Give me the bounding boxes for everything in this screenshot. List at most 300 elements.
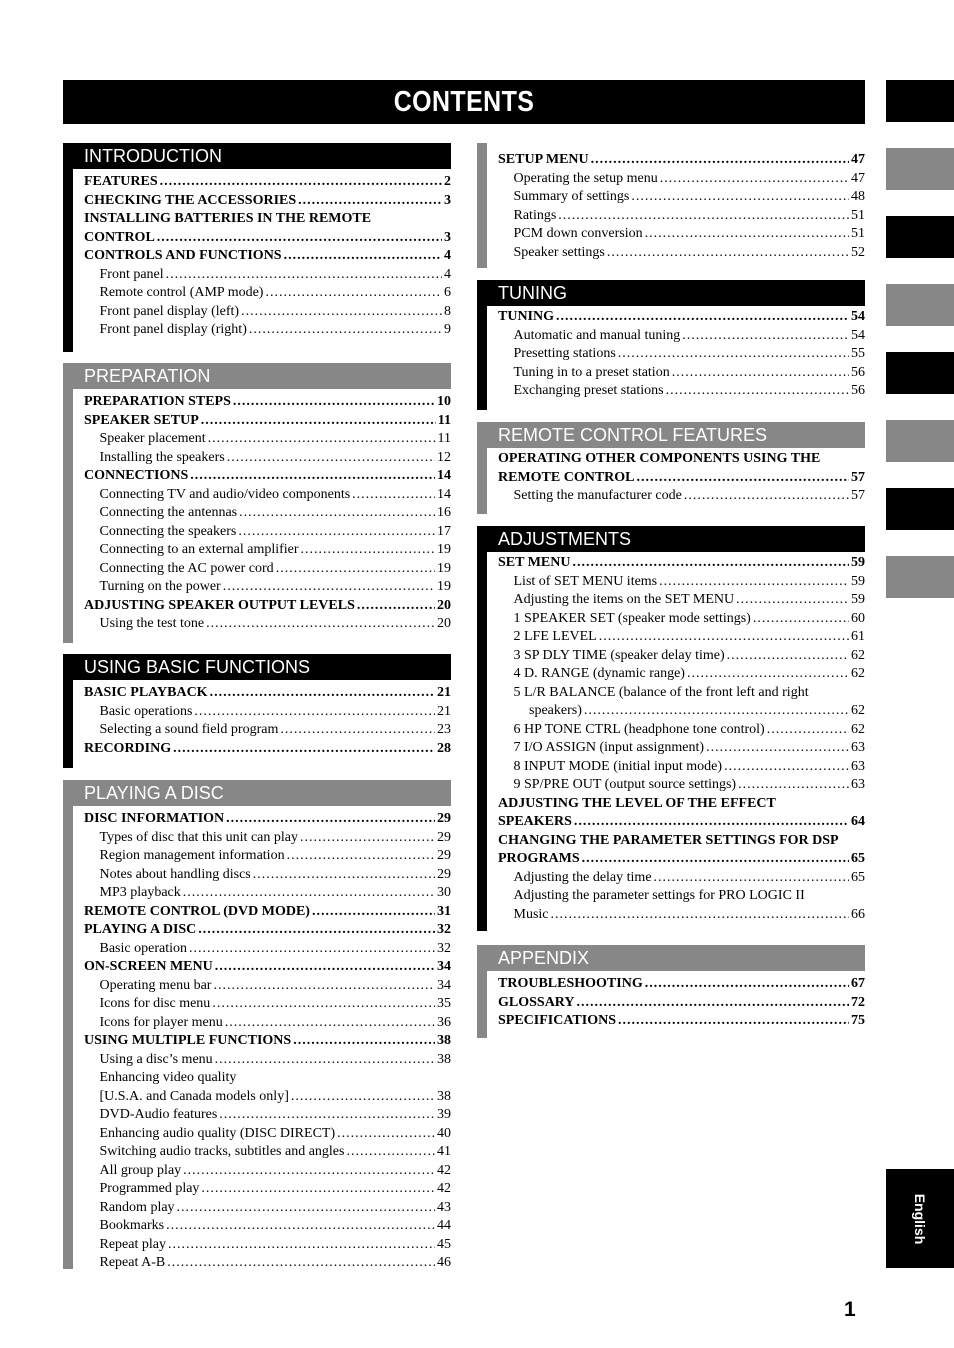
- section-heading-bar: [477, 945, 865, 971]
- toc-entry-page: 59: [851, 573, 865, 589]
- dot-leader: [666, 382, 849, 401]
- toc-entry-page: 19: [437, 579, 451, 594]
- toc-entry-page: 19: [437, 542, 451, 557]
- dot-leader: [727, 647, 849, 666]
- toc-entry-page: 9: [444, 322, 451, 337]
- toc-entry-page: 46: [437, 1255, 451, 1270]
- toc-entry[interactable]: [84, 866, 451, 885]
- dot-leader: [637, 469, 849, 488]
- dot-leader: [660, 170, 849, 189]
- toc-entry-page: 3: [444, 229, 451, 245]
- toc-entry[interactable]: [498, 151, 865, 170]
- toc-entry-title: Using the test tone: [99, 616, 205, 631]
- section-heading: REMOTE CONTROL FEATURES: [498, 425, 768, 445]
- toc-entry-title: ADJUSTING SPEAKER OUTPUT LEVELS: [84, 597, 355, 613]
- toc-entry-page: 59: [851, 592, 865, 607]
- toc-entry-page: 35: [437, 996, 451, 1011]
- toc-entry-title: 1 SPEAKER SET (speaker mode settings): [513, 610, 751, 626]
- toc-entry-title: REMOTE CONTROL (DVD MODE): [84, 903, 310, 919]
- toc-entry-title: 2 LFE LEVEL: [513, 629, 597, 644]
- toc-entry-page: 47: [851, 152, 865, 167]
- toc-entry[interactable]: [498, 850, 865, 869]
- toc-entry-title: ADJUSTING THE LEVEL OF THE EFFECT: [498, 795, 776, 811]
- dot-leader: [189, 940, 435, 959]
- toc-entry[interactable]: [498, 364, 865, 383]
- toc-entry[interactable]: [498, 887, 865, 906]
- toc-entry[interactable]: [84, 1106, 451, 1125]
- dot-leader: [738, 776, 849, 795]
- toc-entry[interactable]: [498, 647, 865, 666]
- toc-entry-title: MP3 playback: [99, 885, 181, 900]
- dot-leader: [157, 229, 442, 248]
- toc-entry-page: 63: [851, 777, 865, 792]
- toc-list: [84, 173, 451, 340]
- toc-entry[interactable]: [498, 207, 865, 226]
- toc-entry-title: PCM down conversion: [513, 226, 643, 241]
- toc-entry[interactable]: [498, 813, 865, 832]
- toc-entry[interactable]: [498, 610, 865, 629]
- toc-entry-title: BASIC PLAYBACK: [84, 685, 208, 700]
- toc-entry[interactable]: [498, 994, 865, 1013]
- toc-entry-title: TUNING: [498, 309, 555, 324]
- toc-entry[interactable]: [498, 721, 865, 740]
- toc-entry-page: 38: [437, 1051, 451, 1067]
- toc-entry[interactable]: [84, 921, 451, 940]
- toc-entry[interactable]: [84, 449, 451, 468]
- toc-entry-title: Automatic and manual tuning: [513, 327, 681, 343]
- toc-entry-page: 72: [851, 994, 865, 1010]
- toc-entry[interactable]: [498, 188, 865, 207]
- toc-entry-title: DISC INFORMATION: [84, 811, 225, 826]
- dot-leader: [291, 1088, 435, 1107]
- dot-leader: [227, 449, 435, 468]
- dot-leader: [736, 591, 849, 610]
- toc-entry[interactable]: [84, 412, 451, 431]
- section-heading: ADJUSTMENTS: [498, 529, 632, 549]
- dot-leader: [293, 1032, 435, 1051]
- dot-leader: [225, 1014, 435, 1033]
- toc-entry[interactable]: [84, 1032, 451, 1051]
- dot-leader: [213, 977, 435, 996]
- toc-entry-title: SPEAKERS: [498, 814, 572, 829]
- dot-leader: [166, 1217, 435, 1236]
- toc-entry[interactable]: [498, 554, 865, 573]
- toc-entry-page: 56: [851, 364, 865, 380]
- dot-leader: [618, 345, 849, 364]
- toc-entry-page: 39: [437, 1107, 451, 1122]
- toc-entry-page: 59: [851, 555, 865, 570]
- toc-entry-title: USING MULTIPLE FUNCTIONS: [84, 1033, 292, 1048]
- toc-entry[interactable]: [84, 284, 451, 303]
- toc-entry-title: Connecting the AC power cord: [99, 560, 274, 576]
- section-heading-bar: [63, 780, 451, 806]
- toc-entry[interactable]: [84, 266, 451, 285]
- toc-entry-page: 51: [851, 207, 865, 223]
- toc-entry[interactable]: [498, 758, 865, 777]
- index-tab-8[interactable]: [886, 556, 954, 598]
- toc-entry[interactable]: [498, 450, 865, 469]
- dot-leader: [233, 393, 435, 412]
- toc-entry-page: 29: [437, 811, 451, 826]
- toc-entry[interactable]: [498, 776, 865, 795]
- toc-entry[interactable]: [84, 1143, 451, 1162]
- language-tab[interactable]: [886, 1169, 954, 1268]
- section-heading: TUNING: [498, 283, 567, 303]
- toc-entry[interactable]: [84, 615, 451, 634]
- page-title: CONTENTS: [393, 86, 535, 118]
- toc-entry-page: 62: [851, 703, 865, 718]
- toc-entry-page: 64: [851, 814, 865, 829]
- toc-entry[interactable]: [498, 665, 865, 684]
- section-setup: [477, 143, 865, 268]
- toc-entry-page: 52: [851, 244, 865, 260]
- index-tab-6[interactable]: [886, 420, 954, 462]
- toc-entry-page: 40: [437, 1125, 451, 1141]
- toc-entry[interactable]: [498, 684, 865, 703]
- toc-entry[interactable]: [84, 940, 451, 959]
- toc-entry-page: 65: [851, 851, 865, 866]
- section-heading: APPENDIX: [498, 948, 590, 968]
- toc-list: [84, 810, 451, 1273]
- toc-entry[interactable]: [84, 1125, 451, 1144]
- toc-entry[interactable]: [84, 523, 451, 542]
- toc-entry-page: 42: [437, 1162, 451, 1178]
- toc-entry-page: 4: [444, 248, 451, 263]
- toc-entry-page: 34: [437, 959, 451, 974]
- toc-entry-title: Adjusting the parameter settings for PRO LOGIC II: [513, 888, 805, 903]
- dot-leader: [208, 430, 436, 449]
- toc-entry-title: Presetting stations: [513, 346, 616, 361]
- section-bar: [477, 143, 487, 268]
- dot-leader: [591, 151, 849, 170]
- toc-entry[interactable]: [84, 303, 451, 322]
- toc-entry-title: Adjusting the items on the SET MENU: [513, 592, 735, 607]
- toc-entry-title: Repeat A-B: [99, 1255, 166, 1270]
- dot-leader: [241, 303, 442, 322]
- dot-leader: [753, 610, 849, 629]
- section-appendix: [477, 945, 865, 1038]
- page-number: 1: [844, 1298, 856, 1321]
- dot-leader: [645, 975, 849, 994]
- index-tab-1[interactable]: [886, 80, 954, 122]
- toc-entry[interactable]: [84, 467, 451, 486]
- toc-entry-page: 63: [851, 740, 865, 755]
- dot-leader: [201, 1180, 435, 1199]
- toc-entry-page: 16: [437, 505, 451, 520]
- toc-entry-page: 51: [851, 226, 865, 241]
- dot-leader: [173, 740, 435, 759]
- index-tab-7[interactable]: [886, 488, 954, 530]
- toc-entry[interactable]: [84, 247, 451, 266]
- section-bar: [477, 526, 487, 931]
- toc-entry[interactable]: [84, 1051, 451, 1070]
- toc-entry[interactable]: [84, 430, 451, 449]
- toc-entry-title: Summary of settings: [513, 189, 630, 204]
- toc-entry-title: Front panel display (right): [99, 322, 247, 337]
- toc-entry[interactable]: [84, 829, 451, 848]
- toc-entry-title: Selecting a sound field program: [99, 722, 279, 737]
- section-bar: [63, 363, 73, 643]
- dot-leader: [682, 327, 849, 346]
- toc-entry[interactable]: [84, 684, 451, 703]
- toc-entry-page: 14: [437, 468, 451, 483]
- toc-entry-page: 12: [437, 449, 451, 465]
- toc-entry-title: Operating menu bar: [99, 977, 212, 993]
- dot-leader: [607, 244, 849, 263]
- toc-entry[interactable]: [84, 740, 451, 759]
- toc-entry-page: 32: [437, 922, 451, 937]
- dot-leader: [210, 684, 435, 703]
- toc-entry-title: Front panel: [99, 266, 164, 282]
- dot-leader: [160, 173, 442, 192]
- toc-list: [498, 554, 865, 924]
- section-introduction: [63, 143, 451, 352]
- dot-leader: [300, 829, 435, 848]
- toc-entry-page: 63: [851, 758, 865, 774]
- toc-entry[interactable]: [498, 487, 865, 506]
- toc-entry-title: 9 SP/PRE OUT (output source settings): [513, 777, 737, 792]
- toc-entry-title: REMOTE CONTROL: [498, 469, 635, 485]
- toc-entry-title: SPECIFICATIONS: [498, 1013, 616, 1028]
- toc-entry-page: 54: [851, 309, 865, 324]
- toc-entry[interactable]: [498, 345, 865, 364]
- toc-entry-page: 62: [851, 647, 865, 663]
- toc-entry[interactable]: [84, 847, 451, 866]
- toc-entry-title: Connecting the antennas: [99, 505, 238, 520]
- toc-list: [498, 975, 865, 1031]
- toc-entry-title: CONNECTIONS: [84, 468, 189, 483]
- index-tab-3[interactable]: [886, 216, 954, 258]
- section-heading-bar: [63, 363, 451, 389]
- toc-entry[interactable]: [84, 1217, 451, 1236]
- toc-entry-title: Icons for disc menu: [99, 996, 211, 1011]
- toc-entry-title: Setting the manufacturer code: [513, 488, 682, 503]
- toc-entry[interactable]: [498, 975, 865, 994]
- dot-leader: [584, 702, 849, 721]
- toc-entry[interactable]: [84, 903, 451, 922]
- toc-entry[interactable]: [84, 173, 451, 192]
- toc-entry-title: CONTROL: [84, 229, 155, 245]
- toc-entry[interactable]: [84, 995, 451, 1014]
- section-heading: USING BASIC FUNCTIONS: [84, 657, 311, 677]
- toc-entry[interactable]: [498, 382, 865, 401]
- toc-entry[interactable]: [84, 721, 451, 740]
- toc-entry-title: SPEAKER SETUP: [84, 412, 199, 428]
- toc-entry-title: Region management information: [99, 848, 285, 863]
- index-tab-4[interactable]: [886, 284, 954, 326]
- toc-entry-title: PLAYING A DISC: [84, 922, 197, 937]
- toc-entry-page: 3: [444, 192, 451, 208]
- toc-entry-title: Turning on the power: [99, 579, 221, 594]
- toc-entry-title: Front panel display (left): [99, 303, 240, 319]
- toc-entry[interactable]: [498, 832, 865, 851]
- toc-entry[interactable]: [498, 573, 865, 592]
- dot-leader: [168, 1236, 435, 1255]
- toc-entry[interactable]: [498, 1012, 865, 1031]
- dot-leader: [654, 869, 849, 888]
- index-tab-2[interactable]: [886, 148, 954, 190]
- toc-entry[interactable]: [84, 597, 451, 616]
- toc-entry-page: 19: [437, 560, 451, 576]
- dot-leader: [206, 615, 435, 634]
- dot-leader: [357, 597, 435, 616]
- toc-entry-page: 54: [851, 327, 865, 343]
- toc-entry-title: CHANGING THE PARAMETER SETTINGS FOR DSP: [498, 832, 839, 848]
- section-bar: [63, 143, 73, 352]
- toc-entry-title: Icons for player menu: [99, 1014, 223, 1030]
- toc-entry-title: FEATURES: [84, 174, 158, 189]
- toc-entry-page: 45: [437, 1236, 451, 1252]
- toc-entry-title: Switching audio tracks, subtitles and angles: [99, 1144, 345, 1159]
- toc-entry-title: Adjusting the delay time: [513, 869, 652, 885]
- toc-entry[interactable]: [84, 1236, 451, 1255]
- section-heading-bar: [477, 280, 865, 306]
- toc-entry-page: 29: [437, 866, 451, 882]
- toc-entry-title: Exchanging preset stations: [513, 383, 664, 398]
- toc-entry[interactable]: [84, 321, 451, 340]
- toc-entry[interactable]: [84, 703, 451, 722]
- toc-entry-title: OPERATING OTHER COMPONENTS USING THE: [498, 451, 821, 466]
- dot-leader: [183, 1162, 435, 1181]
- dot-leader: [551, 906, 850, 925]
- toc-entry[interactable]: [84, 1088, 451, 1107]
- toc-entry-page: 43: [437, 1199, 451, 1215]
- toc-entry-title: 8 INPUT MODE (initial input mode): [513, 758, 723, 774]
- toc-entry-title: Enhancing video quality: [99, 1070, 237, 1085]
- dot-leader: [280, 721, 435, 740]
- toc-entry-title: Remote control (AMP mode): [99, 285, 264, 300]
- toc-entry-page: 65: [851, 869, 865, 885]
- toc-entry[interactable]: [498, 795, 865, 814]
- toc-entry[interactable]: [498, 225, 865, 244]
- toc-entry[interactable]: [84, 541, 451, 560]
- dot-leader: [574, 813, 849, 832]
- toc-entry[interactable]: [84, 1162, 451, 1181]
- toc-entry-page: 2: [444, 174, 451, 189]
- toc-list: [498, 450, 865, 506]
- toc-entry-title: Basic operation: [99, 940, 187, 956]
- toc-entry[interactable]: [84, 1180, 451, 1199]
- toc-entry-page: 42: [437, 1181, 451, 1196]
- dot-leader: [223, 578, 435, 597]
- dot-leader: [284, 247, 442, 266]
- toc-entry[interactable]: [84, 560, 451, 579]
- toc-entry[interactable]: [84, 1254, 451, 1273]
- toc-entry[interactable]: [84, 210, 451, 229]
- toc-entry-title: Using a disc’s menu: [99, 1051, 213, 1067]
- toc-entry[interactable]: [498, 702, 865, 721]
- toc-entry[interactable]: [84, 192, 451, 211]
- toc-entry-title: [U.S.A. and Canada models only]: [99, 1088, 289, 1104]
- toc-entry-page: 29: [437, 829, 451, 845]
- section-heading: PREPARATION: [84, 366, 211, 386]
- contents-title-bar: [63, 80, 865, 124]
- toc-entry-title: 4 D. RANGE (dynamic range): [513, 666, 685, 681]
- toc-entry[interactable]: [498, 170, 865, 189]
- index-tab-5[interactable]: [886, 352, 954, 394]
- toc-entry[interactable]: [498, 869, 865, 888]
- toc-entry[interactable]: [84, 810, 451, 829]
- section-preparation: [63, 363, 451, 643]
- toc-entry[interactable]: [84, 958, 451, 977]
- toc-entry[interactable]: [498, 906, 865, 925]
- toc-entry-title: SET MENU: [498, 555, 571, 570]
- toc-entry-page: 57: [851, 488, 865, 503]
- section-heading: PLAYING A DISC: [84, 783, 224, 803]
- toc-entry-title: Ratings: [513, 207, 557, 223]
- section-playing-disc: [63, 780, 451, 1269]
- dot-leader: [312, 903, 435, 922]
- toc-entry-title: Installing the speakers: [99, 449, 225, 465]
- dot-leader: [190, 467, 435, 486]
- toc-entry[interactable]: [84, 504, 451, 523]
- toc-entry-title: ON-SCREEN MENU: [84, 959, 213, 974]
- toc-entry-title: PROGRAMS: [498, 851, 580, 866]
- dot-leader: [558, 207, 849, 226]
- dot-leader: [166, 266, 442, 285]
- toc-entry[interactable]: [84, 486, 451, 505]
- toc-entry[interactable]: [498, 591, 865, 610]
- toc-entry[interactable]: [84, 229, 451, 248]
- toc-entry-title: Connecting to an external amplifier: [99, 542, 299, 557]
- toc-entry-page: 56: [851, 383, 865, 398]
- toc-entry-page: 62: [851, 666, 865, 681]
- toc-entry-title: Notes about handling discs: [99, 866, 251, 882]
- toc-entry-title: SETUP MENU: [498, 152, 589, 167]
- toc-entry[interactable]: [498, 469, 865, 488]
- toc-entry-page: 61: [851, 629, 865, 644]
- toc-entry-page: 32: [437, 940, 451, 956]
- toc-entry[interactable]: [498, 739, 865, 758]
- toc-entry-page: 31: [437, 903, 451, 919]
- toc-entry[interactable]: [84, 1014, 451, 1033]
- dot-leader: [201, 412, 436, 431]
- toc-entry-title: Types of disc that this unit can play: [99, 829, 298, 845]
- toc-entry[interactable]: [498, 244, 865, 263]
- toc-entry-page: 44: [437, 1218, 451, 1233]
- toc-entry[interactable]: [498, 308, 865, 327]
- toc-entry[interactable]: [84, 393, 451, 412]
- toc-entry-page: 34: [437, 977, 451, 993]
- toc-entry[interactable]: [84, 1199, 451, 1218]
- dot-leader: [249, 321, 442, 340]
- toc-list: [498, 308, 865, 401]
- toc-entry[interactable]: [84, 1069, 451, 1088]
- toc-entry[interactable]: [84, 977, 451, 996]
- dot-leader: [265, 284, 442, 303]
- toc-entry-title: Music: [513, 906, 549, 922]
- toc-entry-page: 62: [851, 721, 865, 737]
- dot-leader: [684, 487, 849, 506]
- dot-leader: [177, 1199, 435, 1218]
- toc-entry[interactable]: [84, 884, 451, 903]
- toc-entry-page: 38: [437, 1033, 451, 1048]
- toc-entry[interactable]: [84, 578, 451, 597]
- section-remote-control: [477, 422, 865, 514]
- dot-leader: [706, 739, 849, 758]
- dot-leader: [239, 504, 435, 523]
- toc-entry-title: Speaker placement: [99, 431, 206, 446]
- dot-leader: [194, 703, 435, 722]
- toc-entry-page: 55: [851, 346, 865, 361]
- toc-entry[interactable]: [498, 327, 865, 346]
- toc-entry-title: CHECKING THE ACCESSORIES: [84, 192, 297, 208]
- toc-entry-title: Basic operations: [99, 703, 193, 719]
- toc-entry-page: 20: [437, 616, 451, 631]
- toc-entry[interactable]: [498, 628, 865, 647]
- dot-leader: [226, 810, 435, 829]
- toc-list: [498, 151, 865, 262]
